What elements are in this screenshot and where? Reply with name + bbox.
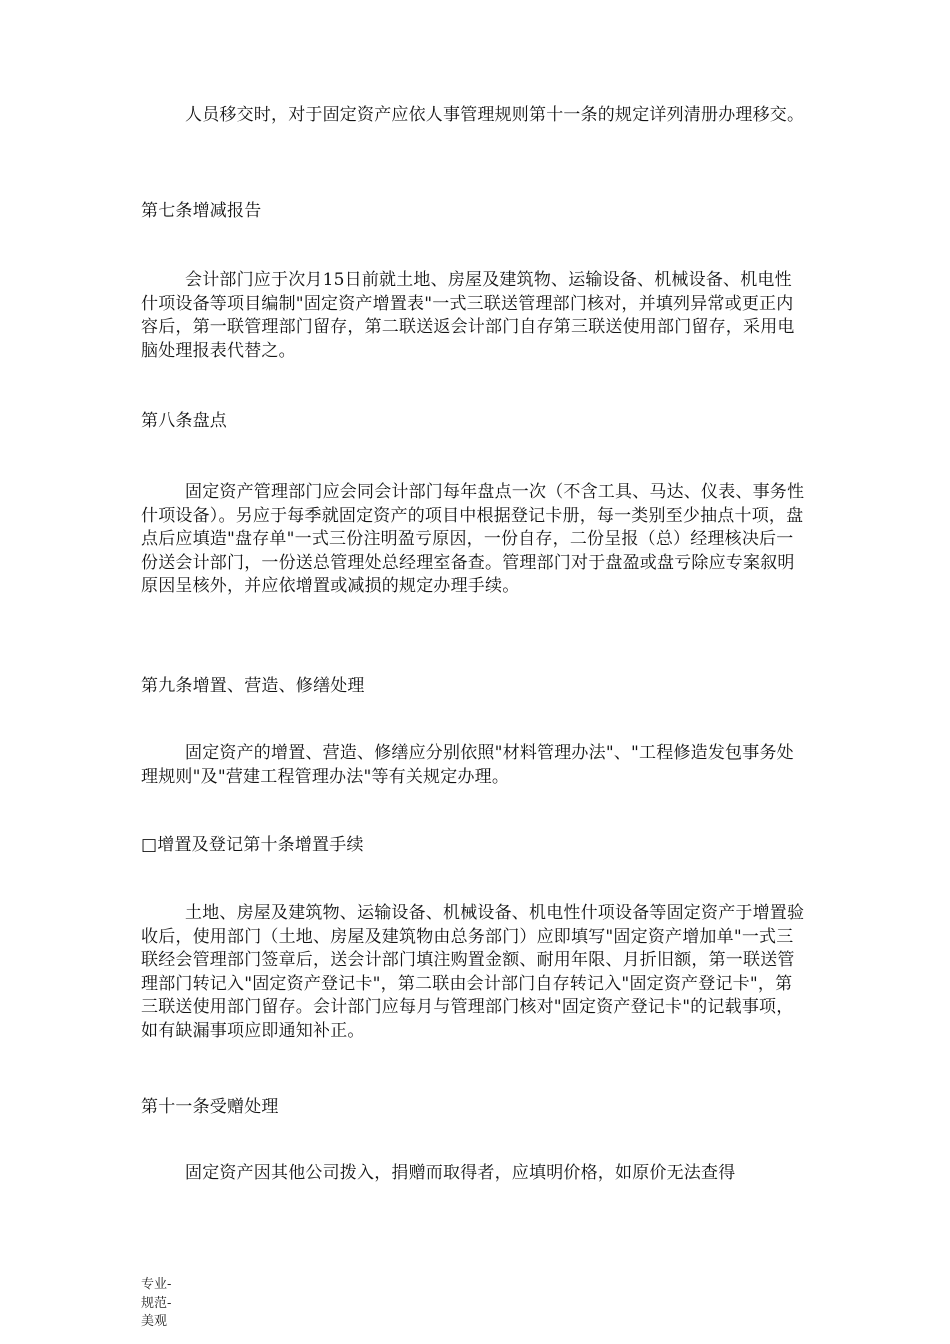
footer-line-2: 规范- [141, 1295, 172, 1311]
footer-line-1: 专业- [141, 1277, 172, 1292]
footer-line-3: 美观 [141, 1314, 168, 1329]
heading-article-7: 第七条增减报告 [141, 201, 262, 221]
paragraph-article-9: 固定资产的增置、营造、修缮应分别依照"材料管理办法"、"工程修造发包事务处理规则"及"营建工程管理办法"等有关规定办理。 [141, 743, 794, 787]
paragraph-article-10: 土地、房屋及建筑物、运输设备、机械设备、机电性什项设备等固定资产于增置验收后，使用部门（土地、房屋及建筑物由总务部门）应即填写"固定资产增加单"一式三联经会管理部门签章后，送会计部门填注购置金额、耐用年限、月折旧额，第一联送管理部门转记入"固定资产登记卡"，第二联由会计部门自存转记入"固定资产登记卡"，第三联送使用部门留存。会计部门应每月与管理部门核对"固定资产登记卡"的记载事项，如有缺漏事项应即通知补正。 [141, 903, 805, 1041]
heading-article-9: 第九条增置、营造、修缮处理 [141, 676, 365, 696]
footer-tagline [141, 1276, 201, 1332]
heading-article-10: □增置及登记第十条增置手续 [141, 835, 364, 855]
paragraph-article-7: 会计部门应于次月15日前就土地、房屋及建筑物、运输设备、机械设备、机电性什项设备等项目编制"固定资产增置表"一式三联送管理部门核对，并填列异常或更正内容后，第一联管理部门留存，第二联送返会计部门自存第三联送使用部门留存，采用电脑处理报表代替之。 [141, 270, 795, 361]
heading-article-11: 第十一条受赠处理 [141, 1097, 279, 1117]
paragraph-article-8: 固定资产管理部门应会同会计部门每年盘点一次（不含工具、马达、仪表、事务性什项设备）。另应于每季就固定资产的项目中根据登记卡册，每一类别至少抽点十项，盘点后应填造"盘存单"一式三份注明盈亏原因，一份自存，二份呈报（总）经理核决后一份送会计部门，一份送总管理处总经理室备查。管理部门对于盘盈或盘亏除应专案叙明原因呈核外，并应依增置或减损的规定办理手续。 [141, 482, 805, 596]
heading-article-8: 第八条盘点 [141, 411, 227, 431]
paragraph-transfer: 人员移交时，对于固定资产应依人事管理规则第十一条的规定详列清册办理移交。 [185, 105, 805, 125]
paragraph-article-11: 固定资产因其他公司拨入，捐赠而取得者，应填明价格，如原价无法查得 [185, 1163, 736, 1183]
